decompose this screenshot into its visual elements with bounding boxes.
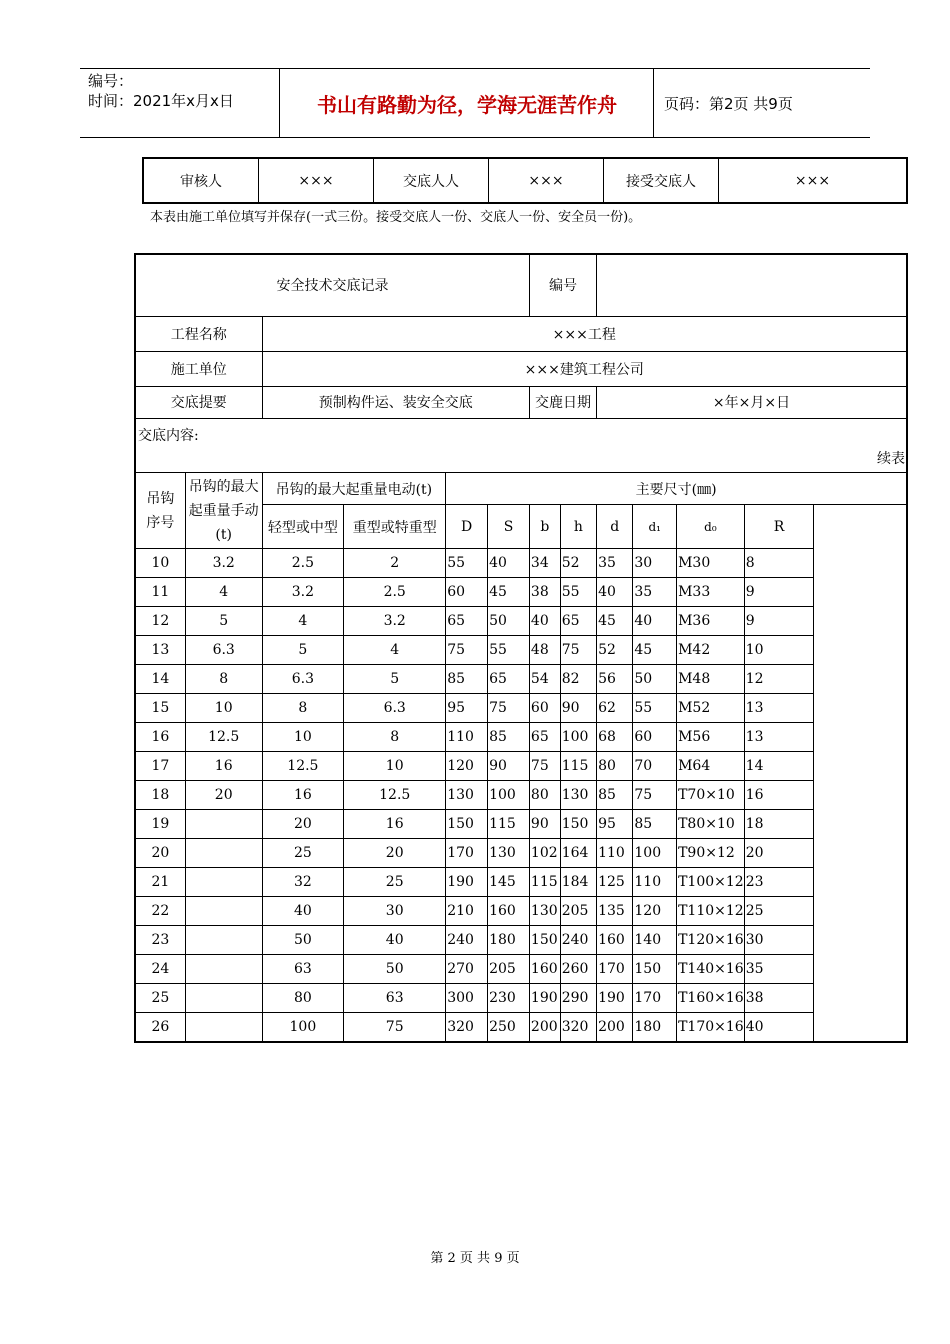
table-row (135, 810, 907, 839)
table-cell: 320 (560, 1013, 596, 1043)
date-value: ×年×月×日 (597, 386, 907, 418)
table-cell: M52 (677, 694, 745, 723)
table-cell: 60 (446, 578, 488, 607)
table-cell: 150 (529, 926, 560, 955)
table-cell: 3.2 (185, 549, 262, 578)
table-cell: 180 (488, 926, 530, 955)
table-cell: 35 (744, 955, 814, 984)
table-cell: 16 (744, 781, 814, 810)
record-table (134, 253, 908, 1043)
number-label: 编号： (88, 72, 134, 90)
unit-value: ×××建筑工程公司 (262, 351, 907, 386)
table-cell: 2 (344, 549, 446, 578)
table-cell: 75 (529, 752, 560, 781)
table-cell: 17 (135, 752, 185, 781)
table-cell: 40 (344, 926, 446, 955)
table-cell: 10 (344, 752, 446, 781)
record-number-label: 编号 (529, 254, 596, 316)
table-cell: 40 (262, 897, 344, 926)
table-cell: 100 (262, 1013, 344, 1043)
table-cell: 85 (446, 665, 488, 694)
table-row (135, 839, 907, 868)
table-cell: 12 (744, 665, 814, 694)
table-cell: 68 (597, 723, 633, 752)
table-cell: 200 (597, 1013, 633, 1043)
table-cell: 184 (560, 868, 596, 897)
table-cell: 65 (529, 723, 560, 752)
table-cell: 205 (560, 897, 596, 926)
table-cell: 95 (597, 810, 633, 839)
table-cell: T100×12 (677, 868, 745, 897)
table-cell: 26 (135, 1013, 185, 1043)
table-row (135, 1013, 907, 1043)
table-cell: 240 (446, 926, 488, 955)
table-cell: T110×12 (677, 897, 745, 926)
col-S-header: S (488, 505, 530, 549)
table-cell: 45 (633, 636, 677, 665)
table-cell: 85 (597, 781, 633, 810)
table-cell: 8 (185, 665, 262, 694)
table-cell: 63 (344, 984, 446, 1013)
time-label: 时间：2021年x月x日 (88, 92, 234, 110)
record-title: 安全技术交底记录 (135, 254, 529, 316)
table-cell: 90 (529, 810, 560, 839)
table-cell: 95 (446, 694, 488, 723)
table-cell: 40 (488, 549, 530, 578)
date-label: 交鹿日期 (529, 386, 596, 418)
table-cell: 150 (633, 955, 677, 984)
table-cell: 120 (633, 897, 677, 926)
table-cell: 3.2 (262, 578, 344, 607)
table-cell: 3.2 (344, 607, 446, 636)
table-cell: 38 (744, 984, 814, 1013)
table-cell: 10 (744, 636, 814, 665)
table-cell: 50 (344, 955, 446, 984)
table-cell: 45 (597, 607, 633, 636)
table-cell: 40 (529, 607, 560, 636)
table-cell: 230 (488, 984, 530, 1013)
table-row (135, 549, 907, 578)
table-cell: 19 (135, 810, 185, 839)
table-cell: 135 (597, 897, 633, 926)
table-cell: 60 (529, 694, 560, 723)
table-cell: 30 (633, 549, 677, 578)
table-cell: 130 (488, 839, 530, 868)
table-cell: 13 (744, 723, 814, 752)
table-cell: 65 (560, 607, 596, 636)
table-cell: 190 (446, 868, 488, 897)
table-cell: 160 (529, 955, 560, 984)
table-cell: 160 (488, 897, 530, 926)
table-cell: 18 (135, 781, 185, 810)
table-cell: 55 (633, 694, 677, 723)
table-cell: T160×16 (677, 984, 745, 1013)
table-cell (185, 1013, 262, 1043)
table-cell: 34 (529, 549, 560, 578)
table-cell: 80 (262, 984, 344, 1013)
table-cell: 100 (488, 781, 530, 810)
table-cell: 16 (344, 810, 446, 839)
table-cell: 48 (529, 636, 560, 665)
table-cell: 290 (560, 984, 596, 1013)
summary-value: 预制构件运、装安全交底 (262, 386, 529, 418)
heavy-header: 重型或特重型 (344, 505, 446, 549)
table-cell: 30 (744, 926, 814, 955)
table-row (135, 636, 907, 665)
table-cell: 170 (597, 955, 633, 984)
table-cell: 205 (488, 955, 530, 984)
table-cell: 200 (529, 1013, 560, 1043)
dims-header: 主要尺寸(㎜) (446, 473, 907, 505)
table-cell (185, 955, 262, 984)
table-cell: 10 (135, 549, 185, 578)
table-cell: 55 (488, 636, 530, 665)
col-h-header: h (560, 505, 596, 549)
content-label: 交底内容: (135, 418, 907, 445)
table-cell: 56 (597, 665, 633, 694)
table-cell: 25 (262, 839, 344, 868)
table-cell: 82 (560, 665, 596, 694)
data-rows (135, 549, 907, 1043)
summary-label: 交底提要 (135, 386, 262, 418)
table-cell: 54 (529, 665, 560, 694)
table-cell: 75 (633, 781, 677, 810)
table-cell: 13 (744, 694, 814, 723)
table-cell: 45 (488, 578, 530, 607)
table-cell: 12.5 (185, 723, 262, 752)
table-cell: 55 (446, 549, 488, 578)
table-cell: 6.3 (185, 636, 262, 665)
table-cell: 160 (597, 926, 633, 955)
table-row (135, 897, 907, 926)
table-cell: 100 (560, 723, 596, 752)
table-cell: 62 (597, 694, 633, 723)
hook-no-header-text: 吊钩序号 (146, 490, 175, 531)
table-cell: 24 (135, 955, 185, 984)
table-cell: M56 (677, 723, 745, 752)
table-cell: 100 (633, 839, 677, 868)
receiver-label: 接受交底人 (604, 158, 719, 203)
table-cell: 16 (262, 781, 344, 810)
table-row (135, 607, 907, 636)
table-cell: 18 (744, 810, 814, 839)
table-row (135, 984, 907, 1013)
table-cell: 110 (446, 723, 488, 752)
table-cell: 180 (633, 1013, 677, 1043)
table-cell (185, 810, 262, 839)
table-cell: 210 (446, 897, 488, 926)
table-cell: 8 (344, 723, 446, 752)
table-cell: 120 (446, 752, 488, 781)
table-cell: 9 (744, 607, 814, 636)
table-cell: 5 (344, 665, 446, 694)
table-cell: 90 (560, 694, 596, 723)
table-cell: 20 (185, 781, 262, 810)
table-cell: 12 (135, 607, 185, 636)
table-cell: 70 (633, 752, 677, 781)
table-cell: 25 (135, 984, 185, 1013)
table-cell: 2.5 (262, 549, 344, 578)
table-cell: 50 (262, 926, 344, 955)
col-D-header: D (446, 505, 488, 549)
table-cell: 16 (185, 752, 262, 781)
record-number-value (597, 254, 907, 316)
table-cell: 4 (185, 578, 262, 607)
table-cell: 6.3 (262, 665, 344, 694)
table-cell: T170×16 (677, 1013, 745, 1043)
table-cell: 130 (560, 781, 596, 810)
electric-header: 吊钩的最大起重量电动(t) (262, 473, 446, 505)
table-cell: 22 (135, 897, 185, 926)
table-cell: 12.5 (344, 781, 446, 810)
table-cell: 20 (262, 810, 344, 839)
continued-label: 续表 (135, 445, 907, 473)
table-cell: 14 (135, 665, 185, 694)
handover-value: ××× (489, 158, 604, 203)
table-cell: 16 (135, 723, 185, 752)
table-cell: 5 (185, 607, 262, 636)
table-cell: T80×10 (677, 810, 745, 839)
page-footer: 第 2 页 共 9 页 (430, 1251, 520, 1266)
table-cell (185, 897, 262, 926)
table-row (135, 723, 907, 752)
table-cell: 21 (135, 868, 185, 897)
table-cell: 300 (446, 984, 488, 1013)
reviewer-label: 审核人 (143, 158, 259, 203)
table-cell: 40 (633, 607, 677, 636)
table-cell: 75 (488, 694, 530, 723)
table-cell: 170 (633, 984, 677, 1013)
table-cell: 250 (488, 1013, 530, 1043)
col-b-header: b (529, 505, 560, 549)
table-cell: 14 (744, 752, 814, 781)
table-cell: 75 (344, 1013, 446, 1043)
table-cell: 23 (135, 926, 185, 955)
unit-label: 施工单位 (135, 351, 262, 386)
col-R-header: R (744, 505, 814, 549)
table-cell: 260 (560, 955, 596, 984)
table-cell: 40 (597, 578, 633, 607)
table-cell: 8 (262, 694, 344, 723)
hook-no-header (135, 473, 185, 549)
table-cell (185, 984, 262, 1013)
table-cell: 130 (446, 781, 488, 810)
manual-header (185, 473, 262, 549)
table-cell: 4 (344, 636, 446, 665)
table-cell: 35 (633, 578, 677, 607)
table-cell: M33 (677, 578, 745, 607)
table-cell: 12.5 (262, 752, 344, 781)
table-cell: 110 (597, 839, 633, 868)
table-cell: 8 (744, 549, 814, 578)
handover-label: 交底人人 (374, 158, 489, 203)
reviewer-value: ××× (259, 158, 374, 203)
motto: 书山有路勤为径，学海无涯苦作舟 (281, 69, 654, 137)
table-cell: 2.5 (344, 578, 446, 607)
table-row (135, 665, 907, 694)
table-cell: 75 (446, 636, 488, 665)
table-cell: 23 (744, 868, 814, 897)
col-d1-header: d₁ (633, 505, 677, 549)
table-cell: 190 (597, 984, 633, 1013)
table-cell: 115 (488, 810, 530, 839)
table-cell: 55 (560, 578, 596, 607)
table-row (135, 781, 907, 810)
table-cell: 190 (529, 984, 560, 1013)
table-cell: 85 (633, 810, 677, 839)
table-cell: M48 (677, 665, 745, 694)
table-cell: M30 (677, 549, 745, 578)
table-row (135, 752, 907, 781)
signature-table (142, 157, 908, 204)
table-cell: 50 (488, 607, 530, 636)
page-label: 页码：第2页 共9页 (664, 94, 793, 113)
table-cell: 85 (488, 723, 530, 752)
table-cell: 20 (135, 839, 185, 868)
col-d-header: d (597, 505, 633, 549)
table-cell: 11 (135, 578, 185, 607)
table-cell: 75 (560, 636, 596, 665)
receiver-value: ××× (719, 158, 908, 203)
table-cell: 80 (529, 781, 560, 810)
table-row (135, 926, 907, 955)
table-cell: 25 (744, 897, 814, 926)
note-text: 本表由施工单位填写并保存(一式三份。接受交底人一份、交底人一份、安全员一份)。 (150, 210, 642, 225)
table-cell: 130 (529, 897, 560, 926)
table-cell: 60 (633, 723, 677, 752)
table-cell: T140×16 (677, 955, 745, 984)
table-cell: 32 (262, 868, 344, 897)
table-cell: 30 (344, 897, 446, 926)
table-cell: 164 (560, 839, 596, 868)
table-cell: 38 (529, 578, 560, 607)
table-cell: 13 (135, 636, 185, 665)
table-cell (185, 839, 262, 868)
table-cell (185, 868, 262, 897)
table-cell: 80 (597, 752, 633, 781)
table-cell: 5 (262, 636, 344, 665)
table-cell: 150 (560, 810, 596, 839)
header-info (80, 69, 280, 137)
table-cell: T120×16 (677, 926, 745, 955)
table-cell: 170 (446, 839, 488, 868)
table-cell: 52 (597, 636, 633, 665)
table-row (135, 955, 907, 984)
table-cell: M36 (677, 607, 745, 636)
table-cell: 35 (597, 549, 633, 578)
table-cell: 6.3 (344, 694, 446, 723)
table-cell: 15 (135, 694, 185, 723)
table-cell: 115 (529, 868, 560, 897)
table-cell: 110 (633, 868, 677, 897)
table-cell: 125 (597, 868, 633, 897)
table-cell: 320 (446, 1013, 488, 1043)
table-cell: 20 (744, 839, 814, 868)
table-cell: 10 (262, 723, 344, 752)
table-cell: 25 (344, 868, 446, 897)
table-cell: 40 (744, 1013, 814, 1043)
table-cell (185, 926, 262, 955)
page-header (80, 68, 870, 138)
table-cell: 90 (488, 752, 530, 781)
table-cell: 50 (633, 665, 677, 694)
table-cell: 150 (446, 810, 488, 839)
col-d0-header: d₀ (677, 505, 745, 549)
table-cell: T70×10 (677, 781, 745, 810)
table-cell: 4 (262, 607, 344, 636)
table-cell: T90×12 (677, 839, 745, 868)
table-cell: M64 (677, 752, 745, 781)
project-value: ×××工程 (262, 316, 907, 351)
table-cell: 140 (633, 926, 677, 955)
table-cell: 65 (446, 607, 488, 636)
table-row (135, 694, 907, 723)
table-cell: 145 (488, 868, 530, 897)
table-cell: 65 (488, 665, 530, 694)
table-cell: 20 (344, 839, 446, 868)
table-cell: 63 (262, 955, 344, 984)
table-cell: 52 (560, 549, 596, 578)
project-label: 工程名称 (135, 316, 262, 351)
table-cell: M42 (677, 636, 745, 665)
manual-header-text: 吊钩的最大起重量手动(t) (188, 478, 259, 543)
light-header: 轻型或中型 (262, 505, 344, 549)
table-cell: 10 (185, 694, 262, 723)
table-cell: 9 (744, 578, 814, 607)
table-cell: 102 (529, 839, 560, 868)
table-cell: 115 (560, 752, 596, 781)
table-cell: 270 (446, 955, 488, 984)
table-row (135, 868, 907, 897)
table-cell: 240 (560, 926, 596, 955)
table-row (135, 578, 907, 607)
